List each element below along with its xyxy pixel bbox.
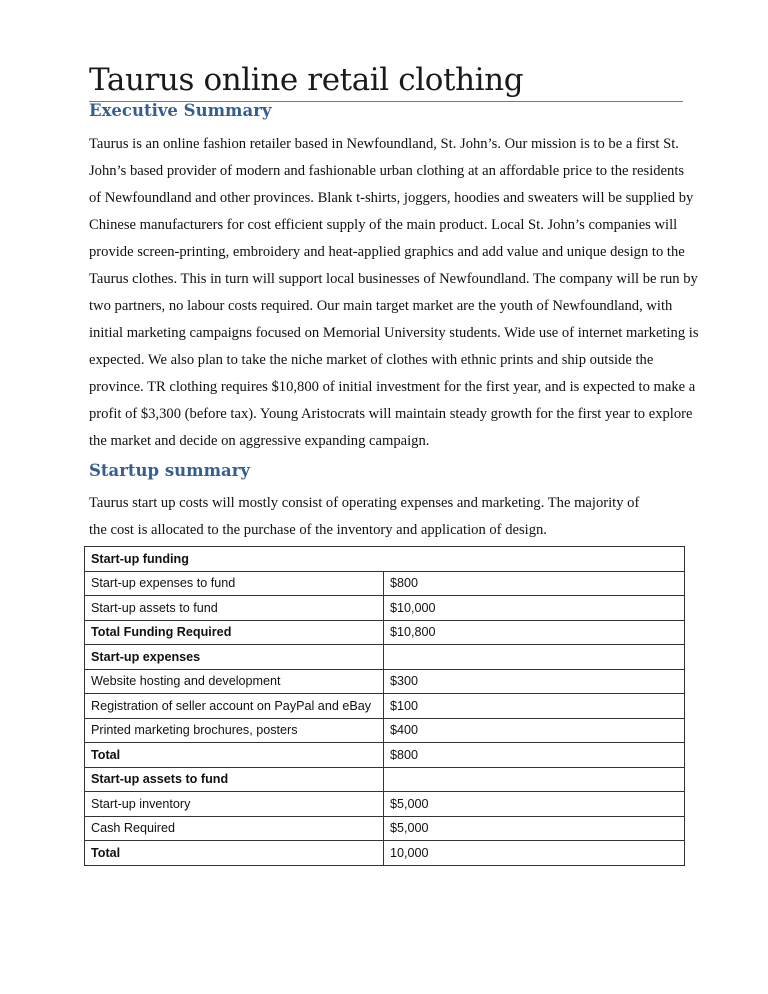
table-row [85,669,685,694]
table-cell-value: $5,000 [383,816,684,841]
table-cell-value: $5,000 [383,792,684,817]
table-cell-value: $300 [383,669,684,694]
text-line: Taurus is an online fashion retailer based in Newfoundland, St. John’s. Our mission is to be a first St. [89,136,679,152]
text-line: profit of $3,300 (before tax). Young Aristocrats will maintain steady growth for the first year to explore [89,406,693,422]
text-line: two partners, no labour costs required. Our main target market are the youth of Newfoundland, with [89,298,673,314]
startup-summary-paragraph [89,490,729,544]
table-cell-label: Website hosting and development [85,669,384,694]
table-row [85,571,685,596]
table-row [85,816,685,841]
table-row [85,767,685,792]
table-cell-value: $100 [383,694,684,719]
table-cell-label: Total Funding Required [85,620,384,645]
table-cell-label: Total [85,743,384,768]
table-cell-value: $10,000 [383,596,684,621]
table-row [85,694,685,719]
table-cell-label: Start-up funding [85,547,685,572]
table-cell-label: Cash Required [85,816,384,841]
document-title: Taurus online retail clothing [89,62,524,98]
text-line: initial marketing campaigns focused on Memorial University students. Wide use of internet marketing is [89,325,699,341]
table-cell-value [383,645,684,670]
startup-funding-table [84,546,685,866]
table-row [85,792,685,817]
text-line: provide screen-printing, embroidery and heat-applied graphics and add value and unique design to the [89,244,685,260]
text-line: the cost is allocated to the purchase of the inventory and application of design. [89,522,547,538]
table-cell-value: $800 [383,743,684,768]
text-line: the market and decide on aggressive expanding campaign. [89,433,430,449]
table-cell-value: 10,000 [383,841,684,866]
table-row [85,645,685,670]
table-cell-label: Registration of seller account on PayPal and eBay [85,694,384,719]
table-cell-label: Start-up inventory [85,792,384,817]
text-line: of Newfoundland and other provinces. Blank t-shirts, joggers, hoodies and sweaters will be supplied by [89,190,694,206]
startup-summary-heading: Startup summary [89,461,250,480]
text-line: Taurus clothes. This in turn will support local businesses of Newfoundland. The company will be run by [89,271,698,287]
table-cell-value [383,767,684,792]
table-row [85,620,685,645]
table-row [85,841,685,866]
table-cell-value: $10,800 [383,620,684,645]
table-cell-value: $400 [383,718,684,743]
table-row [85,547,685,572]
table-cell-label: Start-up assets to fund [85,596,384,621]
table-cell-label: Start-up assets to fund [85,767,384,792]
text-line: Chinese manufacturers for cost efficient supply of the main product. Local St. John’s companies will [89,217,678,233]
table-cell-label: Start-up expenses to fund [85,571,384,596]
executive-summary-heading: Executive Summary [89,101,272,120]
table-cell-value: $800 [383,571,684,596]
executive-summary-paragraph [89,131,729,455]
table-row [85,743,685,768]
text-line: John’s based provider of modern and fashionable urban clothing at an affordable price to the residents [89,163,685,179]
table-row [85,718,685,743]
table-row [85,596,685,621]
table-cell-label: Printed marketing brochures, posters [85,718,384,743]
text-line: province. TR clothing requires $10,800 of initial investment for the first year, and is expected to make a [89,379,696,395]
text-line: expected. We also plan to take the niche market of clothes with ethnic prints and ship outside the [89,352,654,368]
text-line: Taurus start up costs will mostly consist of operating expenses and marketing. The majority of [89,495,640,511]
table-cell-label: Total [85,841,384,866]
table-cell-label: Start-up expenses [85,645,384,670]
